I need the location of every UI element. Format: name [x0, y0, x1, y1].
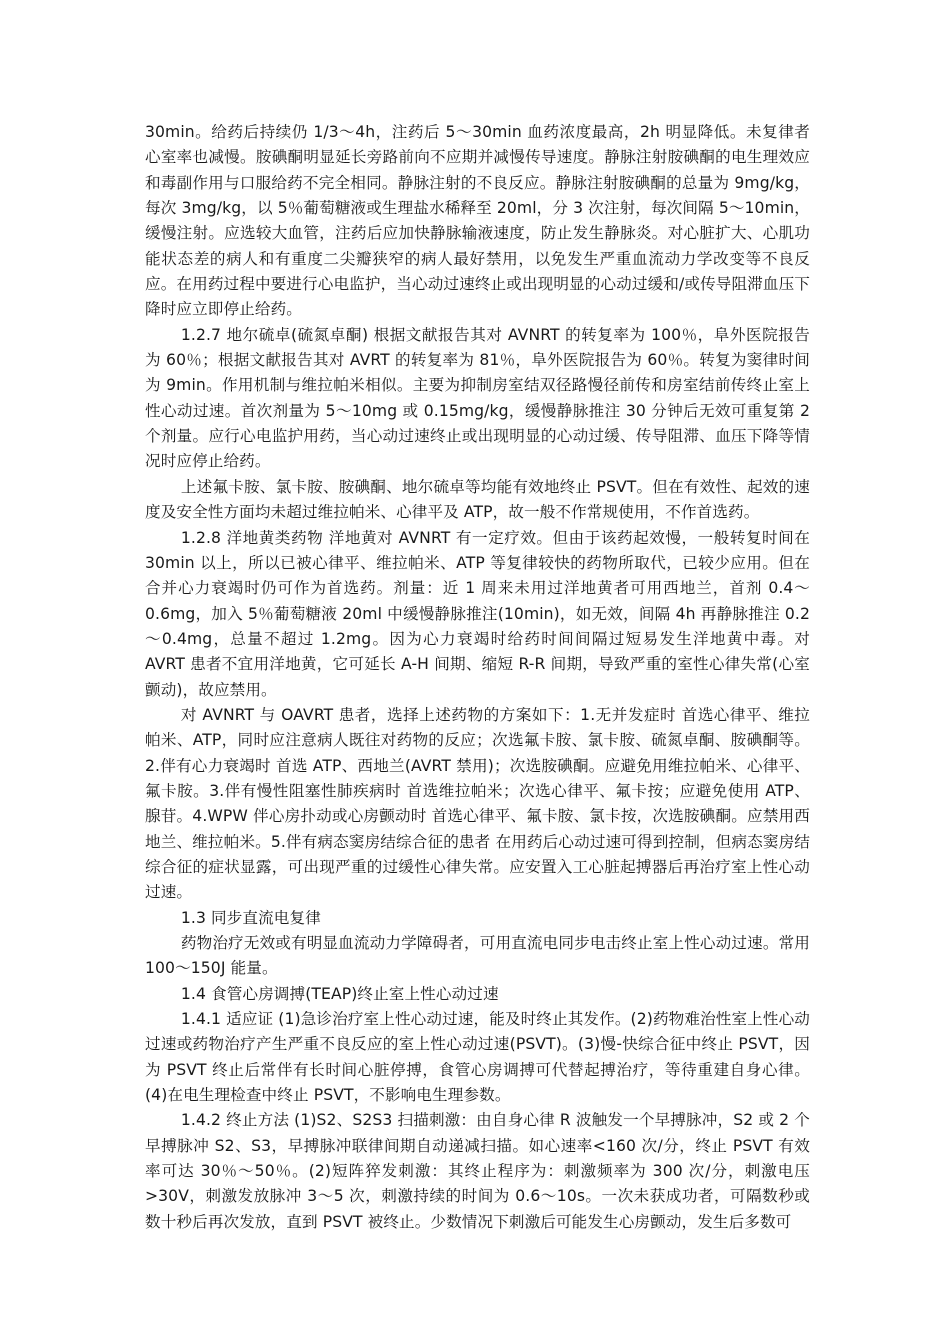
- document-page: [145, 120, 810, 1235]
- paragraph-amiodarone-continuation: 30min。给药后持续仍 1/3～4h，注药后 5～30min 血药浓度最高，2h 明显降低。未复律者心室率也减慢。胺碘酮明显延长旁路前向不应期并减慢传导速度。静脉注射胺碘酮的电生理效应和毒副作用与口服给药不完全相同。静脉注射的不良反应。静脉注射胺碘酮的总量为 9mg/kg，每次 3mg/kg，以 5％葡萄糖液或生理盐水稀释至 20ml，分 3 次注射，每次间隔 5～10min，缓慢注射。应选较大血管，注药后应加快静脉输液速度，防止发生静脉炎。对心脏扩大、心肌功能状态差的病人和有重度二尖瓣狭窄的病人最好禁用，以免发生严重血流动力学改变等不良反应。在用药过程中要进行心电监护，当心动过速终止或出现明显的心动过缓和/或传导阻滞血压下降时应立即停止给药。: [145, 123, 810, 319]
- paragraph-termination-methods: 1.4.2 终止方法 (1)S2、S2S3 扫描刺激：由自身心律 R 波触发一个早搏脉冲，S2 或 2 个早搏脉冲 S2、S3，早搏脉冲联律间期自动递减扫描。如心速率<160 次/分，终止 PSVT 有效率可达 30％～50％。(2)短阵猝发刺激：其终止程序为：刺激频率为 300 次/分，刺激电压>30V，刺激发放脉冲 3～5 次，刺激持续的时间为 0.6～10s。一次未获成功者，可隔数秒或数十秒后再次发放，直到 PSVT 被终止。少数情况下刺激后可能发生心房颤动，发生后多数可: [145, 1111, 810, 1231]
- paragraph-indications: 1.4.1 适应证 (1)急诊治疗室上性心动过速，能及时终止其发作。(2)药物难治性室上性心动过速或药物治疗产生严重不良反应的室上性心动过速(PSVT)。(3)慢-快综合征中终止 PSVT，因为 PSVT 终止后常伴有长时间心脏停搏，食管心房调搏可代替起搏治疗，等待重建自身心律。(4)在电生理检查中终止 PSVT，不影响电生理参数。: [145, 1010, 810, 1105]
- paragraph-diltiazem: 1.2.7 地尔硫卓(硫氮卓酮) 根据文献报告其对 AVNRT 的转复率为 100％，阜外医院报告为 60％；根据文献报告其对 AVRT 的转复率为 81％，阜外医院报告为 60％。转复为窦律时间为 9min。作用机制与维拉帕米相似。主要为抑制房室结双径路慢径前传和房室结前传终止室上性心动过速。首次剂量为 5～10mg 或 0.15mg/kg，缓慢静脉推注 30 分钟后无效可重复第 2 个剂量。应行心电监护用药，当心动过速终止或出现明显的心动过缓、传导阻滞、血压下降等情况时应停止给药。: [145, 325, 810, 471]
- section-heading-teap: 1.4 食管心房调搏(TEAP)终止室上性心动过速: [180, 984, 499, 1003]
- paragraph-drug-summary: 上述氟卡胺、氯卡胺、胺碘酮、地尔硫卓等均能有效地终止 PSVT。但在有效性、起效的速度及安全性方面均未超过维拉帕米、心律平及 ATP，故一般不作常规使用，不作首选药。: [145, 477, 810, 522]
- section-heading-cardioversion: 1.3 同步直流电复律: [180, 908, 321, 927]
- paragraph-digitalis: 1.2.8 洋地黄类药物 洋地黄对 AVNRT 有一定疗效。但由于该药起效慢，一般转复时间在 30min 以上，所以已被心律平、维拉帕米、ATP 等复律较快的药物所取代，已较少应用。但在合并心力衰竭时仍可作为首选药。剂量：近 1 周来未用过洋地黄者可用西地兰，首剂 0.4～0.6mg，加入 5％葡萄糖液 20ml 中缓慢静脉推注(10min)，如无效，间隔 4h 再静脉推注 0.2～0.4mg，总量不超过 1.2mg。因为心力衰竭时给药时间间隔过短易发生洋地黄中毒。对 AVRT 患者不宜用洋地黄，它可延长 A-H 间期、缩短 R-R 间期，导致严重的室性心律失常(心室颤动)，故应禁用。: [145, 528, 810, 699]
- paragraph-drug-regimen: 对 AVNRT 与 OAVRT 患者，选择上述药物的方案如下：1.无并发症时 首选心律平、维拉帕米、ATP，同时应注意病人既往对药物的反应；次选氟卡胺、氯卡胺、硫氮卓酮、胺碘酮等。2.伴有心力衰竭时 首选 ATP、西地兰(AVRT 禁用)；次选胺碘酮。应避免用维拉帕米、心律平、氟卡胺。3.伴有慢性阻塞性肺疾病时 首选维拉帕米；次选心律平、氟卡按；应避免使用 ATP、腺苷。4.WPW 伴心房扑动或心房颤动时 首选心律平、氟卡胺、氯卡按，次选胺碘酮。应禁用西地兰、维拉帕米。5.伴有病态窦房结综合征的患者 在用药后心动过速可得到控制，但病态窦房结综合征的症状显露，可出现严重的过缓性心律失常。应安置入工心脏起搏器后再治疗室上性心动过速。: [145, 705, 810, 902]
- paragraph-cardioversion: 药物治疗无效或有明显血流动力学障碍者，可用直流电同步电击终止室上性心动过速。常用 100～150J 能量。: [145, 934, 810, 978]
